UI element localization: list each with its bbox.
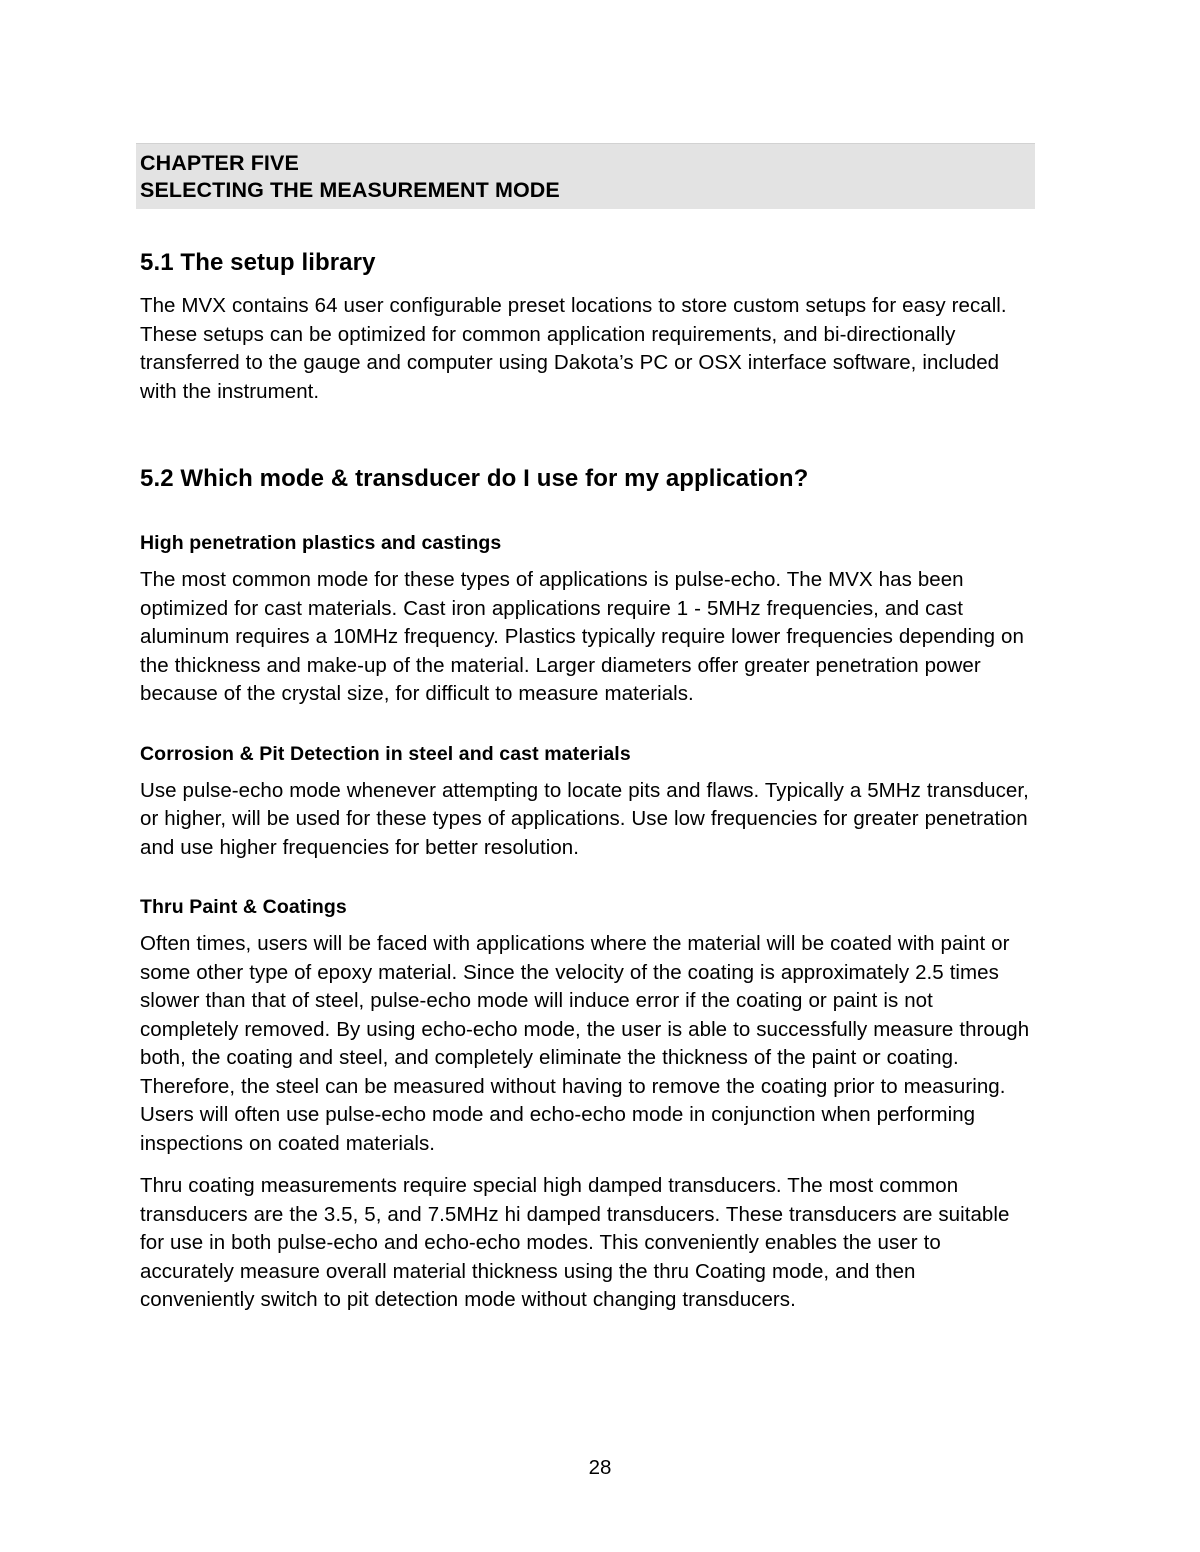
- heading-spacer: [140, 508, 1034, 530]
- paragraph-setup-library: The MVX contains 64 user configurable preset locations to store custom setups for easy recall. These setups can be optimized for common application requirements, and bi-directionally transferred to the gauge and computer using Dakota’s PC or OSX interface software, included with the instrument.: [140, 294, 1007, 403]
- section-spacer: [140, 406, 1034, 464]
- document-body: [140, 248, 1034, 1315]
- section-heading-5-2: 5.2 Which mode & transducer do I use for my application?: [140, 465, 809, 492]
- page-number: 28: [588, 1456, 612, 1479]
- subheading-corrosion-pit-detection: Corrosion & Pit Detection in steel and cast materials: [140, 742, 631, 765]
- subheading-high-penetration: High penetration plastics and castings: [140, 532, 502, 554]
- chapter-title: SELECTING THE MEASUREMENT MODE: [140, 178, 560, 202]
- chapter-header-band: [136, 143, 1035, 209]
- paragraph-spacer: [140, 1158, 1034, 1172]
- paragraph-high-penetration: The most common mode for these types of applications is pulse-echo. The MVX has been optimized for cast materials. Cast iron applications require 1 - 5MHz frequencies, and cast aluminum requires a 10MHz frequency. Plastics typically require lower frequencies depending on the thickness and make-up of the material. Larger diameters offer greater penetration power because of the crystal size, for difficult to measure materials.: [140, 568, 1024, 705]
- paragraph-thru-paint-coatings-2: Thru coating measurements require special high damped transducers. The most common transducers are the 3.5, 5, and 7.5MHz hi damped transducers. These transducers are suitable for use in both pulse-echo and echo-echo modes. This conveniently enables the user to accurately measure overall material thickness using the thru Coating mode, and then conveniently switch to pit detection mode without changing transducers.: [140, 1174, 1010, 1311]
- paragraph-corrosion-pit-detection: Use pulse-echo mode whenever attempting to locate pits and flaws. Typically a 5MHz transducer, or higher, will be used for these types of applications. Use low frequencies for greater penetration and use higher frequencies for better resolution.: [140, 778, 1029, 859]
- subheading-thru-paint-coatings: Thru Paint & Coatings: [140, 896, 347, 918]
- section-heading-5-1: 5.1 The setup library: [140, 249, 376, 276]
- paragraph-thru-paint-coatings-1: Often times, users will be faced with applications where the material will be coated with paint or some other type of epoxy material. Since the velocity of the coating is approximately 2.5 times slower than that of steel, pulse-echo mode will induce error if the coating or paint is not completely removed. By using echo-echo mode, the user is able to successfully measure through both, the coating and steel, and completely eliminate the thickness of the paint or coating. Therefore, the steel can be measured without having to remove the coating prior to measuring. Users will often use pulse-echo mode and echo-echo mode in conjunction when performing inspections on coated materials.: [140, 932, 1030, 1155]
- subsection-spacer: [140, 862, 1034, 894]
- chapter-label: CHAPTER FIVE: [140, 151, 299, 175]
- subsection-spacer: [140, 709, 1034, 741]
